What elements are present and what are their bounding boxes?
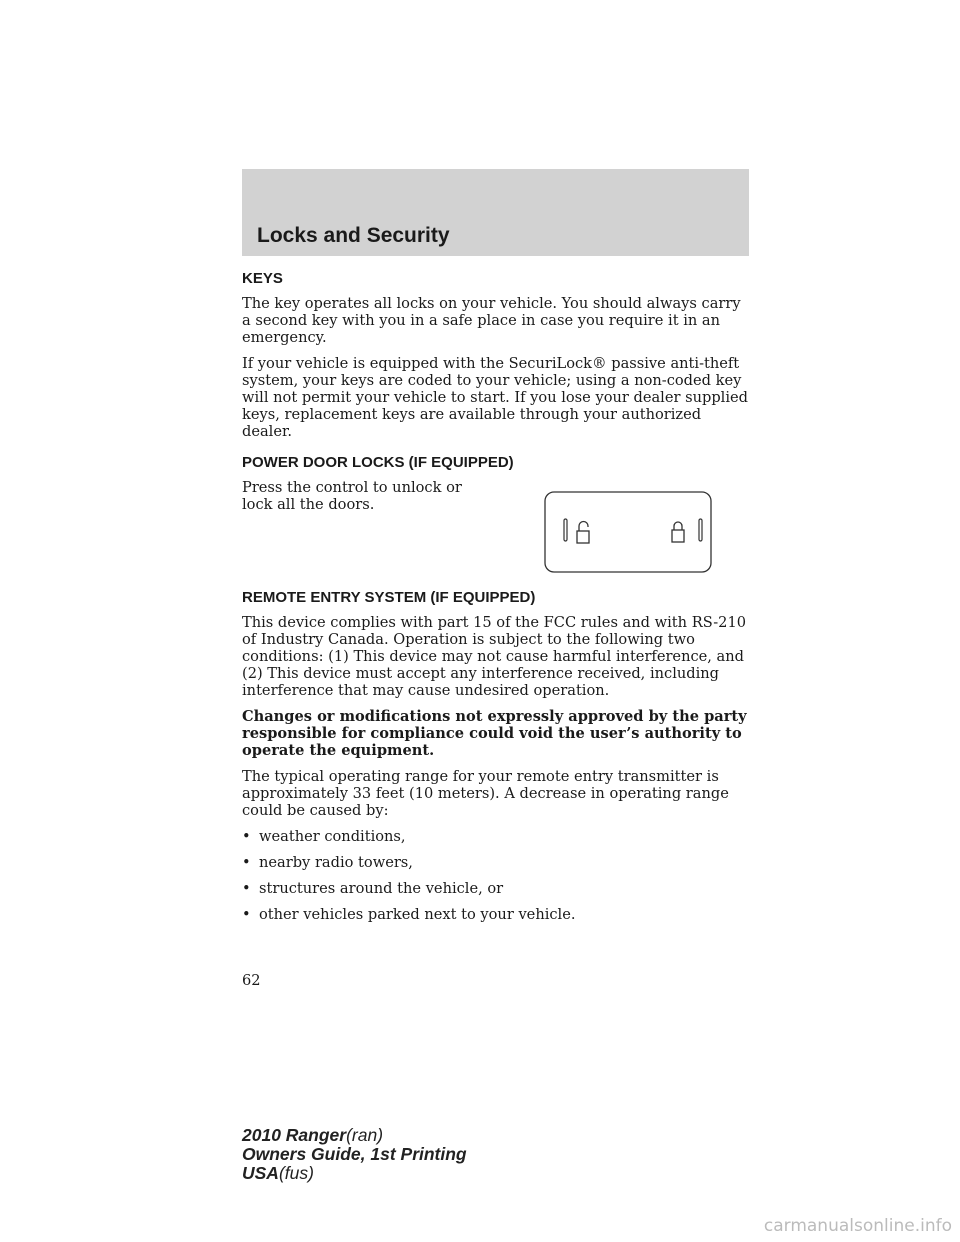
range-factors-list: [242, 828, 752, 923]
list-item: • weather conditions,: [242, 828, 406, 845]
bullet-icon: •: [242, 854, 251, 871]
list-item: • other vehicles parked next to your vehicle.: [242, 906, 576, 923]
remote-entry-paragraph-1: This device complies with part 15 of the FCC rules and with RS-210 of Industry Canada. Operation is subject to the following two conditions: (1) This device may not cause harmful interference, and (2) This device must accept any interference received, including interference that may cause undesired operation.: [242, 614, 747, 699]
section-header: [242, 169, 749, 256]
footer-model: 2010 Ranger: [242, 1125, 347, 1145]
remote-entry-heading: REMOTE ENTRY SYSTEM (IF EQUIPPED): [242, 589, 536, 606]
bullet-icon: •: [242, 880, 251, 897]
door-lock-control-figure: [544, 491, 712, 573]
footer-market: USA: [242, 1163, 279, 1183]
power-locks-section: [242, 479, 752, 589]
document-footer: [242, 1126, 467, 1183]
page-number: 62: [242, 972, 261, 989]
footer-market-code: (fus): [278, 1163, 314, 1183]
power-locks-heading: POWER DOOR LOCKS (IF EQUIPPED): [242, 454, 514, 471]
keys-heading: KEYS: [242, 270, 283, 287]
footer-printing: Owners Guide, 1st Printing: [242, 1144, 467, 1164]
list-item: • nearby radio towers,: [242, 854, 413, 871]
bullet-icon: •: [242, 906, 251, 923]
section-title: Locks and Security: [257, 224, 450, 247]
keys-paragraph-2: If your vehicle is equipped with the SecuriLock® passive anti-theft system, your keys are coded to your vehicle; using a non-coded key will not permit your vehicle to start. If you lose your dealer supplied keys, replacement keys are available through your authorized dealer.: [242, 355, 748, 440]
bullet-icon: •: [242, 828, 251, 845]
power-locks-paragraph: Press the control to unlock or lock all the doors.: [242, 479, 462, 513]
watermark: carmanualsonline.info: [763, 1216, 952, 1236]
keys-paragraph-1: The key operates all locks on your vehicle. You should always carry a second key with you in a safe place in case you require it in an emergency.: [242, 295, 741, 346]
remote-entry-paragraph-3: The typical operating range for your remote entry transmitter is approximately 33 feet (10 meters). A decrease in operating range could be caused by:: [242, 768, 729, 819]
footer-model-code: (ran): [346, 1125, 384, 1145]
list-item: • structures around the vehicle, or: [242, 880, 504, 897]
remote-entry-warning: Changes or modifications not expressly approved by the party responsible for compliance could void the user’s authority to operate the equipment.: [242, 708, 747, 759]
page-content: [242, 270, 752, 932]
